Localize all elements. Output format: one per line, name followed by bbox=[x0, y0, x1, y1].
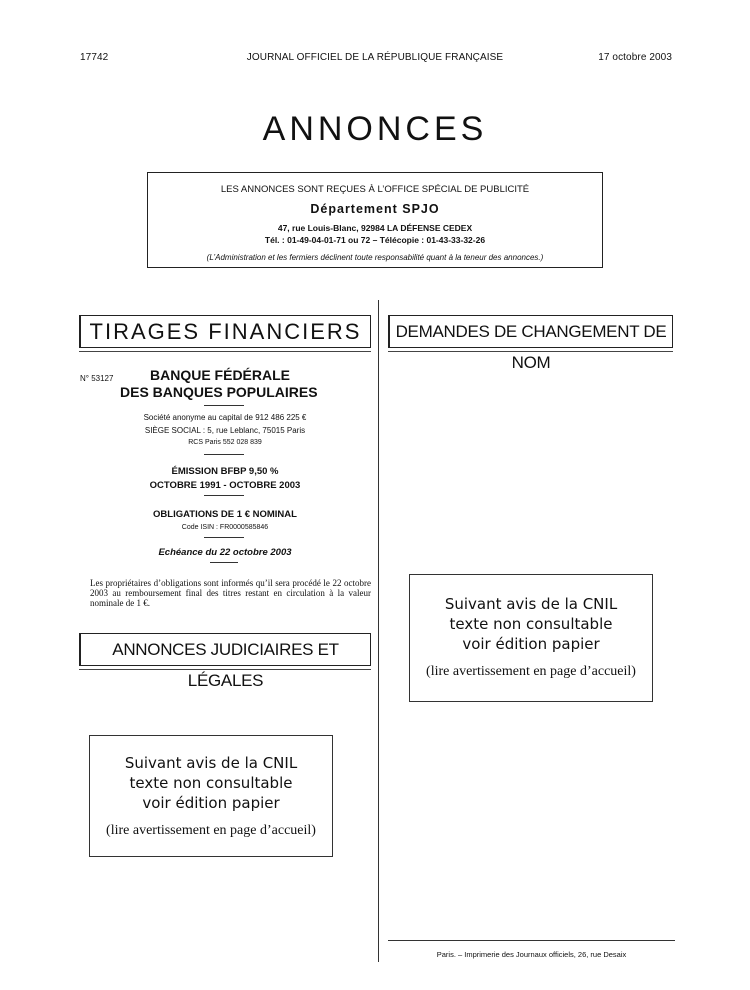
printer-footer: Paris. – Imprimerie des Journaux officiels, 26, rue Desaix bbox=[436, 950, 627, 959]
cnil-notice-left bbox=[89, 735, 333, 857]
company-capital: Société anonyme au capital de 912 486 225 € bbox=[143, 413, 307, 422]
bank-name-line2: DES BANQUES POPULAIRES bbox=[120, 384, 318, 400]
divider bbox=[204, 405, 244, 406]
isin-code: Code ISIN : FR0000585846 bbox=[181, 524, 269, 531]
obligations: OBLIGATIONS DE 1 € NOMINAL bbox=[153, 509, 297, 520]
emission: ÉMISSION BFBP 9,50 % bbox=[171, 466, 279, 477]
publicity-address: 47, rue Louis-Blanc, 92984 LA DÉFENSE CEDEX bbox=[277, 223, 473, 233]
cnil-note: (lire avertissement en page d’accueil) bbox=[426, 664, 636, 679]
announcement-paragraph: Les propriétaires d’obligations sont informés qu’il sera procédé le 22 octobre 2003 au remboursement final des titres restant en circulation à la valeur nominale de 1 €. bbox=[90, 578, 371, 608]
section-tirages-financiers: TIRAGES FINANCIERS bbox=[79, 315, 371, 348]
divider bbox=[210, 562, 238, 563]
divider bbox=[204, 537, 244, 538]
page-number: 17742 bbox=[80, 52, 109, 63]
column-divider bbox=[378, 300, 379, 962]
publicity-disclaimer: (L’Administration et les fermiers déclinent toute responsabilité quant à la teneur des annonces.) bbox=[206, 253, 544, 262]
cnil-line3: voir édition papier bbox=[142, 794, 280, 812]
page-title: ANNONCES bbox=[262, 110, 488, 148]
cnil-top-rule bbox=[409, 574, 653, 575]
issue-date: 17 octobre 2003 bbox=[598, 52, 672, 63]
cnil-notice-right bbox=[409, 574, 653, 702]
divider bbox=[204, 454, 244, 455]
section-underline bbox=[388, 351, 673, 352]
bank-name-line1: BANQUE FÉDÉRALE bbox=[150, 367, 291, 383]
cnil-line2: texte non consultable bbox=[449, 615, 613, 633]
cnil-line2: texte non consultable bbox=[129, 774, 293, 792]
journal-title: JOURNAL OFFICIEL DE LA RÉPUBLIQUE FRANÇAISE bbox=[246, 52, 504, 63]
announcement-number: N° 53127 bbox=[80, 374, 114, 383]
cnil-line1: Suivant avis de la CNIL bbox=[124, 754, 298, 772]
cnil-line3: voir édition papier bbox=[462, 635, 600, 653]
cnil-note: (lire avertissement en page d’accueil) bbox=[106, 823, 316, 838]
emission-period: OCTOBRE 1991 - OCTOBRE 2003 bbox=[149, 480, 301, 491]
section-annonces-judiciaires: ANNONCES JUDICIAIRES ET LÉGALES bbox=[79, 633, 371, 666]
cnil-top-rule bbox=[89, 735, 333, 736]
section-demandes-changement-nom: DEMANDES DE CHANGEMENT DE NOM bbox=[388, 315, 673, 348]
footer-rule bbox=[388, 940, 675, 941]
cnil-bottom-rule bbox=[89, 856, 333, 857]
company-rcs: RCS Paris 552 028 839 bbox=[188, 439, 262, 446]
publicity-department: Département SPJO bbox=[310, 202, 440, 216]
section-underline bbox=[79, 351, 371, 352]
echeance: Echéance du 22 octobre 2003 bbox=[158, 547, 292, 558]
divider bbox=[204, 495, 244, 496]
cnil-bottom-rule bbox=[409, 701, 653, 702]
company-siege: SIÈGE SOCIAL : 5, rue Leblanc, 75015 Paris bbox=[144, 426, 306, 435]
publicity-phone: Tél. : 01-49-04-01-71 ou 72 – Télécopie : 01-43-33-32-26 bbox=[264, 235, 486, 245]
cnil-line1: Suivant avis de la CNIL bbox=[444, 595, 618, 613]
publicity-box bbox=[147, 172, 603, 268]
publicity-line: LES ANNONCES SONT REÇUES À L’OFFICE SPÉCIAL DE PUBLICITÉ bbox=[220, 184, 530, 195]
section-underline bbox=[79, 669, 371, 670]
